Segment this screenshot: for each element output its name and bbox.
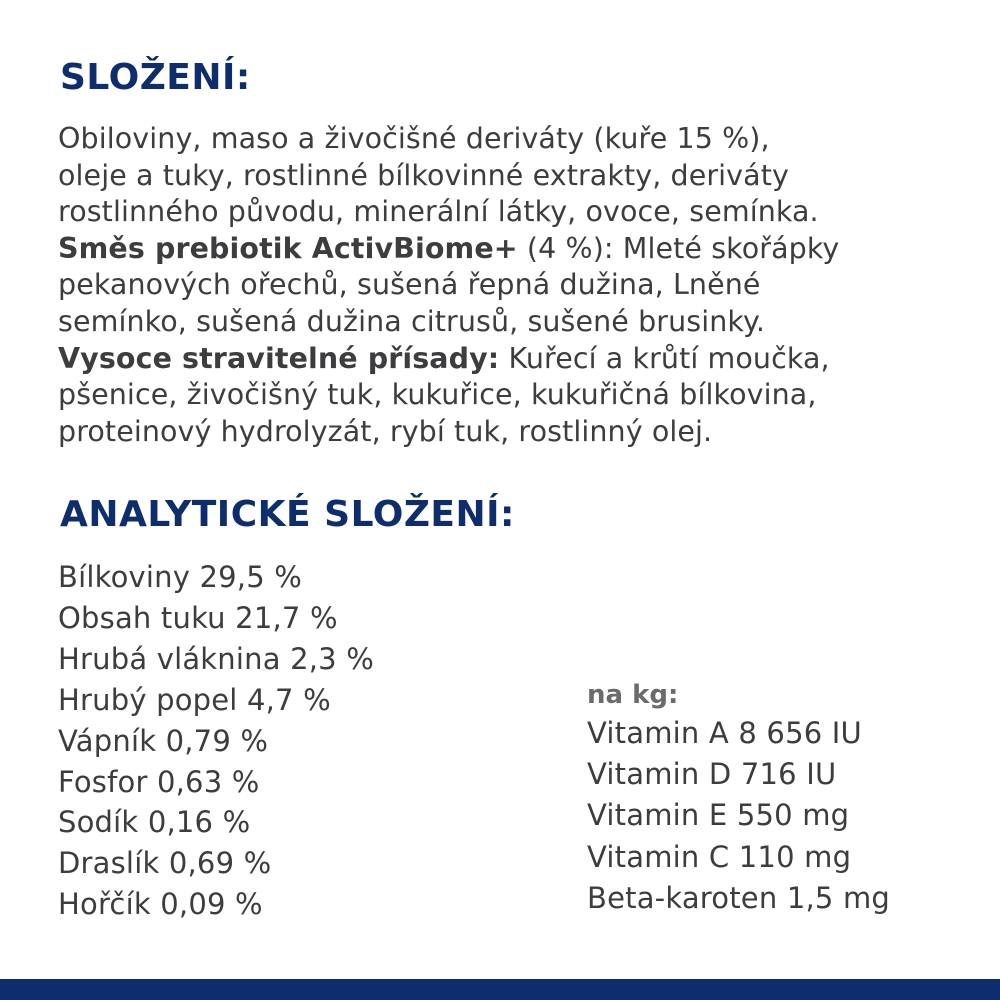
- composition-line-text: proteinový hydrolyzát, rybí tuk, rostlinný olej.: [58, 414, 713, 448]
- digestible-ingredients-label: Vysoce stravitelné přísady:: [58, 341, 500, 375]
- analytic-item-fiber: Hrubá vláknina 2,3 %: [58, 641, 374, 676]
- composition-line-text: rostlinného původu, minerální látky, ovoce, semínka.: [58, 195, 819, 229]
- composition-line-text: (4 %): Mleté skořápky: [517, 231, 840, 265]
- composition-line: [58, 341, 988, 378]
- composition-line-text: Kuřecí a krůtí moučka,: [499, 341, 830, 375]
- composition-line-text: pšenice, živočišný tuk, kukuřice, kukuřičná bílkovina,: [58, 378, 817, 412]
- analytic-item-magnesium: Hořčík 0,09 %: [58, 887, 263, 922]
- vitamin-item-a: Vitamin A 8 656 IU: [587, 716, 862, 750]
- bottom-bar: [0, 979, 1000, 1000]
- analytic-item-ash: Hrubý popel 4,7 %: [58, 682, 331, 717]
- composition-line: [58, 377, 988, 414]
- analytic-item-fat: Obsah tuku 21,7 %: [58, 600, 338, 635]
- composition-text: [58, 121, 988, 450]
- vitamin-item-d: Vitamin D 716 IU: [587, 757, 837, 792]
- composition-line: [58, 158, 988, 195]
- composition-line: [58, 304, 988, 341]
- vitamin-list: [587, 713, 890, 919]
- analytic-item-phosphorus: Fosfor 0,63 %: [58, 764, 260, 799]
- composition-line: [58, 231, 988, 268]
- prebiotic-blend-label: Směs prebiotik ActivBiome+: [58, 231, 518, 265]
- composition-line-text: Obiloviny, maso a živočišné deriváty (kuře 15 %),: [58, 122, 770, 155]
- analytic-item-sodium: Sodík 0,16 %: [58, 805, 251, 840]
- per-kg-title: na kg:: [587, 680, 679, 710]
- analytic-item-protein: Bílkoviny 29,5 %: [58, 560, 303, 594]
- vitamin-item-e: Vitamin E 550 mg: [587, 798, 850, 833]
- composition-line: [58, 267, 988, 304]
- composition-line-text: semínko, sušená dužina citrusů, sušené brusinky.: [58, 304, 766, 338]
- per-kg-section: [587, 677, 890, 919]
- analytic-item-potassium: Draslík 0,69 %: [58, 846, 272, 881]
- analytic-heading: ANALYTICKÉ SLOŽENÍ:: [60, 494, 515, 535]
- composition-line: [58, 121, 988, 158]
- composition-line-text: pekanových ořechů, sušená řepná dužina, Lněné: [58, 268, 761, 302]
- composition-line: [58, 414, 988, 451]
- vitamin-item-beta-carotene: Beta-karoten 1,5 mg: [587, 880, 891, 915]
- vitamin-item-c: Vitamin C 110 mg: [587, 839, 852, 874]
- composition-line: [58, 194, 988, 231]
- analytic-item-calcium: Vápník 0,79 %: [58, 723, 269, 758]
- composition-line-text: oleje a tuky, rostlinné bílkovinné extrakty, deriváty: [58, 158, 789, 192]
- composition-heading: SLOŽENÍ:: [60, 57, 251, 98]
- analytic-list: [58, 557, 374, 925]
